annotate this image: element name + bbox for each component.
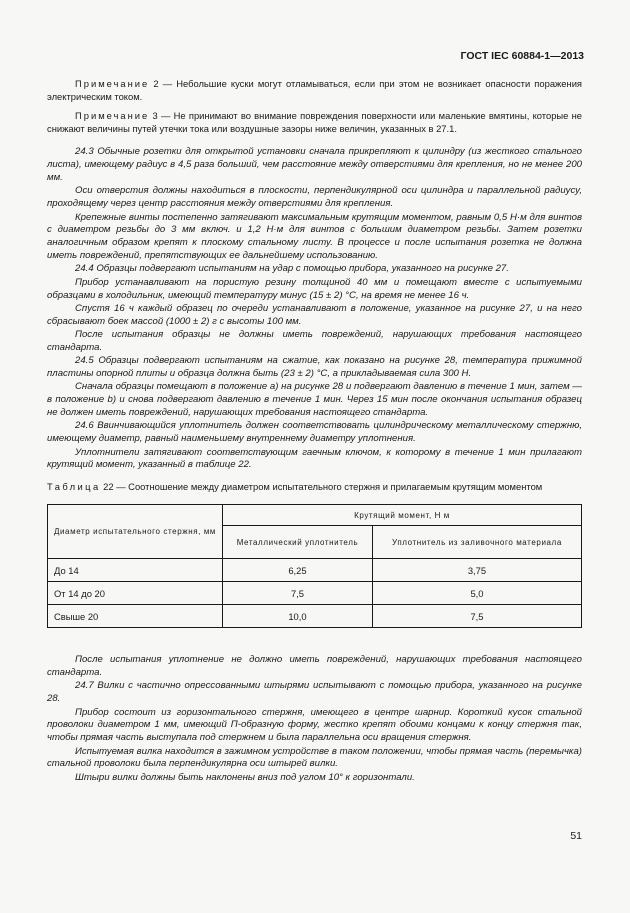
cell-compound: 7,5	[372, 605, 581, 628]
standard-header: ГОСТ IEC 60884-1—2013	[460, 50, 584, 62]
paragraph: Прибор устанавливают на пористую резину толщиной 40 мм и помещают вместе с испытуемыми образцами в холодильник, имеющий температуру минус (15 ± 2) °С, на время не менее 16 ч.	[47, 276, 582, 301]
paragraph: 24.7 Вилки с частично опрессованными штырями испытывают с помощью прибора, указанного на рисунке 28.	[47, 680, 582, 705]
paragraph: Прибор состоит из горизонтального стержня, имеющего в центре шарнир. Короткий кусок стальной проволоки диаметром 1 мм, имеющий П-образную форму, жестко крепят обоими концами к концу стержня так, чтобы прямая часть выступала под стержнем и была параллельна оси вращения стержня.	[47, 706, 582, 744]
table-caption-label: Таблица	[47, 481, 101, 493]
cell-metal: 10,0	[223, 605, 373, 628]
paragraph: После испытания образцы не должны иметь повреждений, нарушающих требования настоящего стандарта.	[47, 329, 582, 353]
cell-metal: 7,5	[223, 582, 373, 605]
paragraph: Оси отверстия должны находиться в плоскости, перпендикулярной оси цилиндра и параллельной радиусу, проходящему через центр расстояния между отверстиями для крепления.	[47, 185, 582, 210]
col-header-metal: Металлический уплотнитель	[223, 526, 373, 559]
cell-diameter: Свыше 20	[48, 605, 223, 628]
table-row	[48, 559, 582, 582]
cell-diameter: От 14 до 20	[48, 582, 223, 605]
paragraph: Штыри вилки должны быть наклонены вниз под углом 10° к горизонтали.	[75, 771, 415, 783]
paragraph: 24.5 Образцы подвергают испытаниям на сжатие, как показано на рисунке 28, температура прижимной пластины опорной плиты и образца должна быть (23 ± 2) °С, а прикладываемая сила 300 Н.	[47, 355, 582, 380]
table-caption-text: 22 — Соотношение между диаметром испытательного стержня и прилагаемым крутящим моментом	[103, 481, 543, 493]
page-content	[47, 78, 582, 785]
col-header-diameter: Диаметр испытательного стержня, мм	[48, 505, 223, 559]
cell-compound: 3,75	[372, 559, 581, 582]
paragraph: 24.4 Образцы подвергают испытаниям на удар с помощью прибора, указанного на рисунке 27.	[75, 263, 509, 275]
table-caption	[47, 481, 582, 493]
note-text: 2 — Небольшие куски могут отламываться, если при этом не возникает опасности поражения электрическим током.	[47, 78, 583, 102]
note-3	[47, 110, 582, 135]
torque-table	[47, 504, 582, 628]
paragraph: Испытуемая вилка находится в зажимном устройстве в таком положении, чтобы прямая часть (перемычка) стальной проволоки была перпендикулярна оси штырей вилки.	[47, 745, 582, 770]
col-header-compound: Уплотнитель из заливочного материала	[372, 526, 581, 559]
note-label: Примечание	[75, 78, 150, 89]
cell-metal: 6,25	[223, 559, 373, 582]
paragraph: 24.6 Ввинчивающийся уплотнитель должен соответствовать цилиндрическому металлическому стержню, имеющему диаметр, равный наименьшему внутреннему диаметру уплотнения.	[47, 420, 582, 445]
body-paragraphs	[47, 146, 582, 472]
paragraph: 24.3 Обычные розетки для открытой установки сначала прикрепляют к цилиндру (из жесткого стального листа), имеющему радиус в 4,5 раза больший, чем расстояние между отверстиями для крепления, но не менее 200 мм.	[47, 146, 582, 183]
cell-compound: 5,0	[372, 582, 581, 605]
table-row	[48, 582, 582, 605]
paragraph: Спустя 16 ч каждый образец по очереди устанавливают в положение, указанное на рисунке 27, и на него сбрасывают боек массой (1000 ± 2) г с высоты 100 мм.	[47, 302, 582, 327]
paragraph: Крепежные винты постепенно затягивают максимальным крутящим моментом, равным 0,5 Н·м для винтов с диаметром резьбы до 3 мм включ. и 1,2 Н·м для винтов с большим диаметром резьбы. Затем розетки аналогичным образом крепят к плоскому стальному листу. В процессе и после испытания розетка не должна иметь повреждений, препятствующих ее дальнейшему использованию.	[47, 211, 582, 261]
page-number: 51	[570, 830, 582, 842]
paragraph: После испытания уплотнение не должно иметь повреждений, нарушающих требования настоящего стандарта.	[47, 654, 582, 679]
paragraph: Сначала образцы помещают в положение а) на рисунке 28 и подвергают давлению в течение 1 мин, затем — в положение b) и снова подвергают давлению в течение 1 мин. Через 15 мин после окончания испытания образец не должен иметь повреждений, нарушающих требования настоящего стандарта.	[47, 381, 582, 419]
paragraph: Уплотнители затягивают соответствующим гаечным ключом, к которому в течение 1 мин прилагают крутящий момент, указанный в таблице 22.	[47, 446, 582, 471]
note-text: 3 — Не принимают во внимание повреждения поверхности или маленькие вмятины, которые не снижают величины путей утечки тока или воздушные зазоры ниже величин, указанных в 27.1.	[47, 110, 583, 134]
after-table-paragraphs	[47, 654, 582, 784]
table-row	[48, 605, 582, 628]
note-2	[47, 78, 582, 103]
col-header-torque: Крутящий момент, Н м	[223, 505, 582, 526]
note-label: Примечание	[75, 110, 150, 122]
cell-diameter: До 14	[48, 559, 223, 582]
